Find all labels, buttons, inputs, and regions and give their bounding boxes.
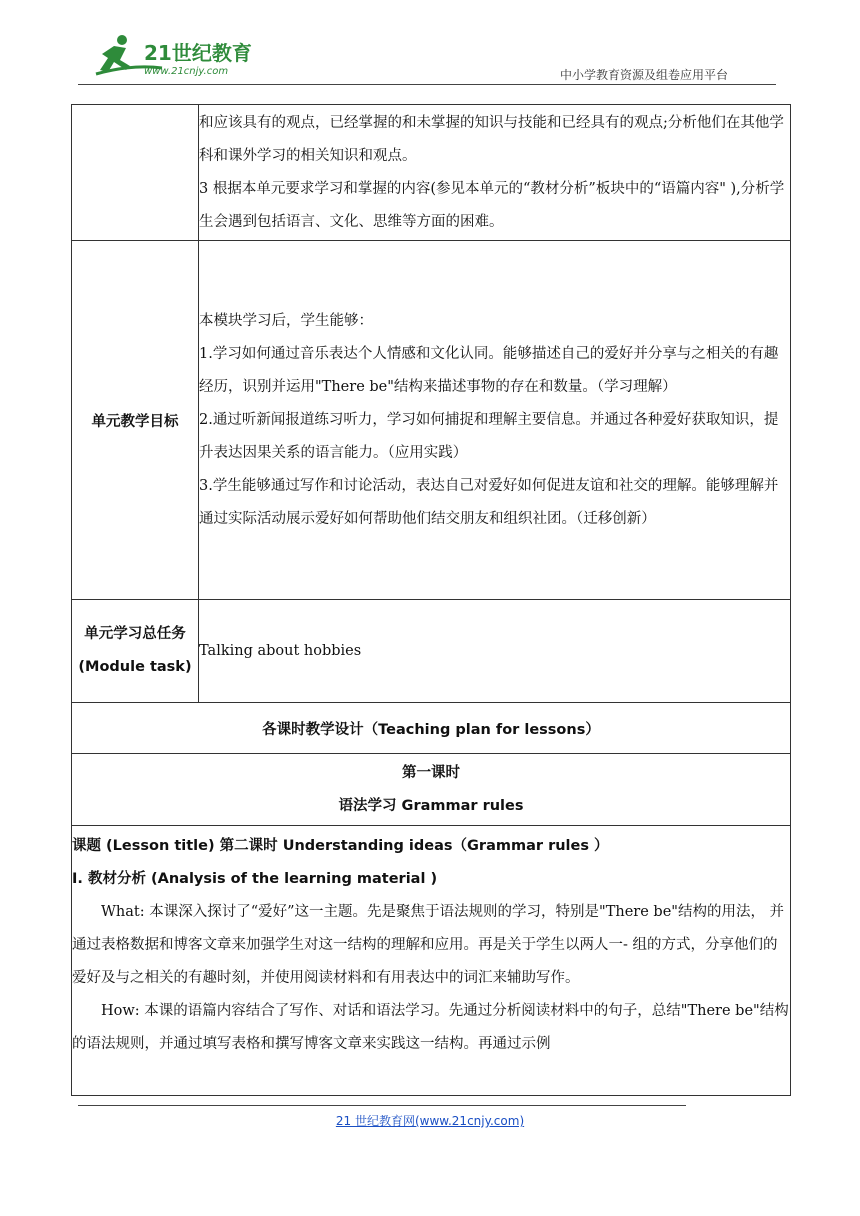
table-row	[72, 703, 791, 754]
text-line: 和应该具有的观点，已经掌握的和未掌握的知识与技能和已经具有的观点;分析他们在其他学科和课外学习的相关知识和观点。	[199, 114, 784, 164]
table-row	[72, 105, 791, 241]
logo-url: www.21cnjy.com	[144, 66, 229, 77]
table-row	[72, 826, 791, 1096]
how-paragraph: How: 本课的语篇内容结合了写作、对话和语法学习。先通过分析阅读材料中的句子，总结"There be"结构的语法规则，并通过填写表格和撰写博客文章来实践这一结构。再通过示例	[72, 1003, 789, 1052]
content-cell	[199, 241, 791, 600]
module-task-cell: Talking about hobbies	[199, 600, 791, 703]
lesson-header-cell	[72, 754, 791, 826]
lesson-number: 第一课时	[402, 764, 460, 781]
lesson-plan-table	[71, 104, 791, 1096]
table-row	[72, 600, 791, 703]
analysis-cell	[72, 826, 791, 1096]
lesson-name: 语法学习 Grammar rules	[338, 797, 524, 814]
goal-item: 2.通过听新闻报道练习听力，学习如何捕捉和理解主要信息。并通过各种爱好获取知识，提升表达因果关系的语言能力。（应用实践）	[199, 411, 779, 461]
what-paragraph: What: 本课深入探讨了“爱好”这一主题。先是聚焦于语法规则的学习，特别是"There be"结构的用法， 并通过表格数据和博客文章来加强学生对这一结构的理解和应用。再是关于学生以两人一- 组的方式，分享他们的爱好及与之相关的有趣时刻，并使用阅读材料和有用表达中的词汇来辅助写作。	[72, 904, 785, 986]
goals-intro: 本模块学习后，学生能够：	[199, 312, 373, 329]
label-unit-goals: 单元教学目标	[72, 241, 199, 600]
section-heading: I. 教材分析 (Analysis of the learning material )	[72, 871, 438, 887]
content-cell	[199, 105, 791, 241]
header-divider	[78, 84, 776, 85]
table-row	[72, 241, 791, 600]
goal-item: 3.学生能够通过写作和讨论活动，表达自己对爱好如何促进友谊和社交的理解。能够理解并通过实际活动展示爱好如何帮助他们结交朋友和组织社团。（迁移创新）	[199, 477, 779, 527]
footer-divider	[78, 1105, 686, 1106]
text-line: 3 根据本单元要求学习和掌握的内容(参见本单元的“教材分析”板块中的“语篇内容" ),分析学生会遇到包括语言、文化、思维等方面的困难。	[199, 180, 785, 230]
runner-logo-icon	[92, 34, 267, 82]
logo-text: 21世纪教育	[144, 41, 252, 65]
empty-label-cell	[72, 105, 199, 241]
lesson-title: 课题 (Lesson title) 第二课时 Understanding ideas（Grammar rules ）	[72, 838, 609, 854]
page-header	[0, 0, 860, 90]
goal-item: 1.学习如何通过音乐表达个人情感和文化认同。能够描述自己的爱好并分享与之相关的有趣经历，识别并运用"There be"结构来描述事物的存在和数量。（学习理解）	[199, 345, 779, 395]
platform-name: 中小学教育资源及组卷应用平台	[560, 68, 729, 82]
teaching-plan-title: 各课时教学设计（Teaching plan for lessons）	[72, 703, 791, 754]
footer-link[interactable]: 21 世纪教育网(www.21cnjy.com)	[335, 1114, 525, 1128]
site-logo[interactable]	[92, 34, 267, 82]
table-row	[72, 754, 791, 826]
label-module-task: 单元学习总任务(Module task)	[72, 600, 199, 703]
